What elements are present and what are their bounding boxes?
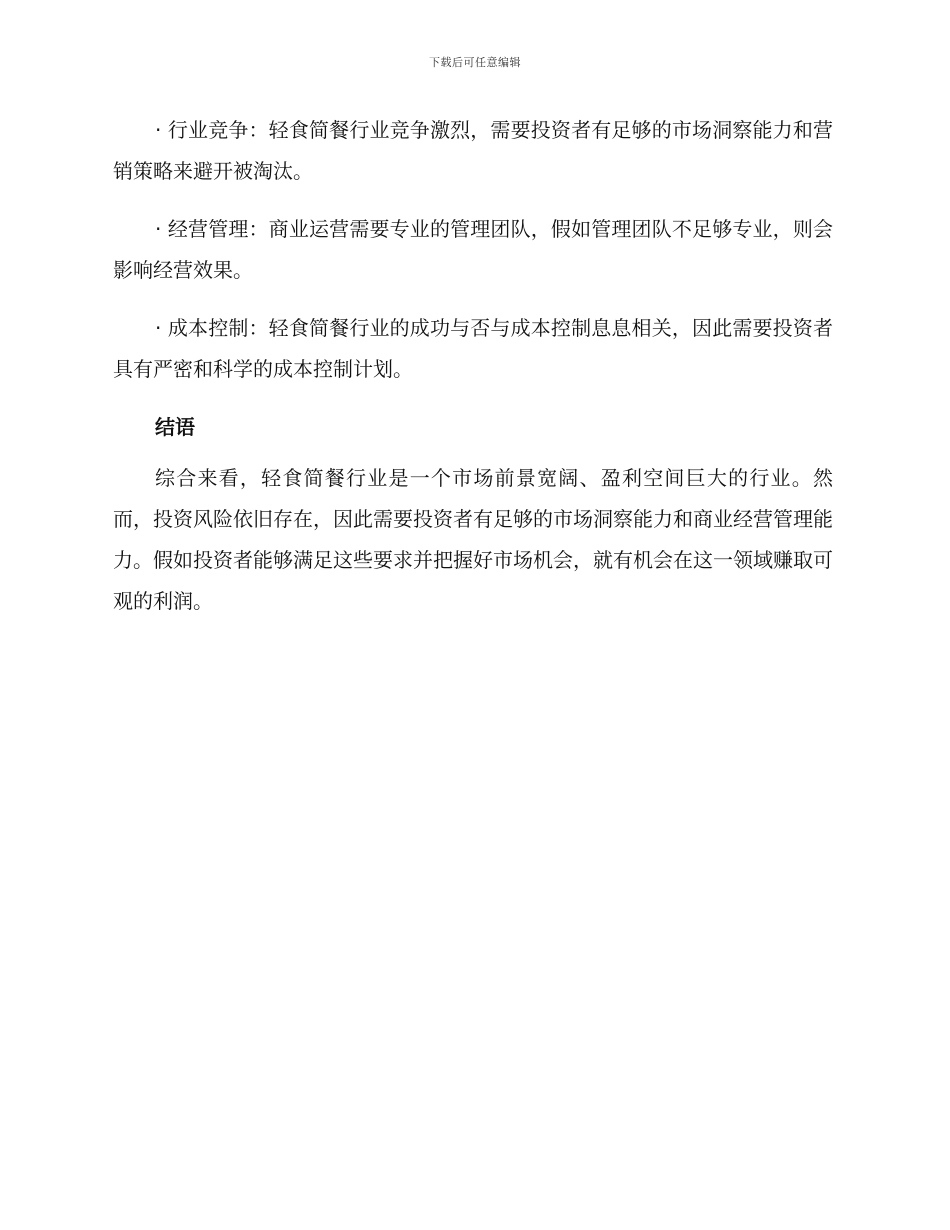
document-body <box>113 110 833 639</box>
risk-item-industry-competition: · 行业竞争：轻食简餐行业竞争激烈，需要投资者有足够的市场洞察能力和营销策略来避开被淘汰。 <box>113 118 833 183</box>
page-header-caption: 下载后可任意编辑 <box>429 56 521 69</box>
conclusion-heading: 结语 <box>155 415 195 439</box>
conclusion-paragraph: 综合来看，轻食简餐行业是一个市场前景宽阔、盈利空间巨大的行业。然而，投资风险依旧存在，因此需要投资者有足够的市场洞察能力和商业经营管理能力。假如投资者能够满足这些要求并把握好市场机会，就有机会在这一领域赚取可观的利润。 <box>113 466 833 613</box>
risk-item-cost-control: · 成本控制：轻食简餐行业的成功与否与成本控制息息相关，因此需要投资者具有严密和科学的成本控制计划。 <box>113 316 833 381</box>
risk-item-operation-management: · 经营管理：商业运营需要专业的管理团队，假如管理团队不足够专业，则会影响经营效果。 <box>113 217 833 282</box>
